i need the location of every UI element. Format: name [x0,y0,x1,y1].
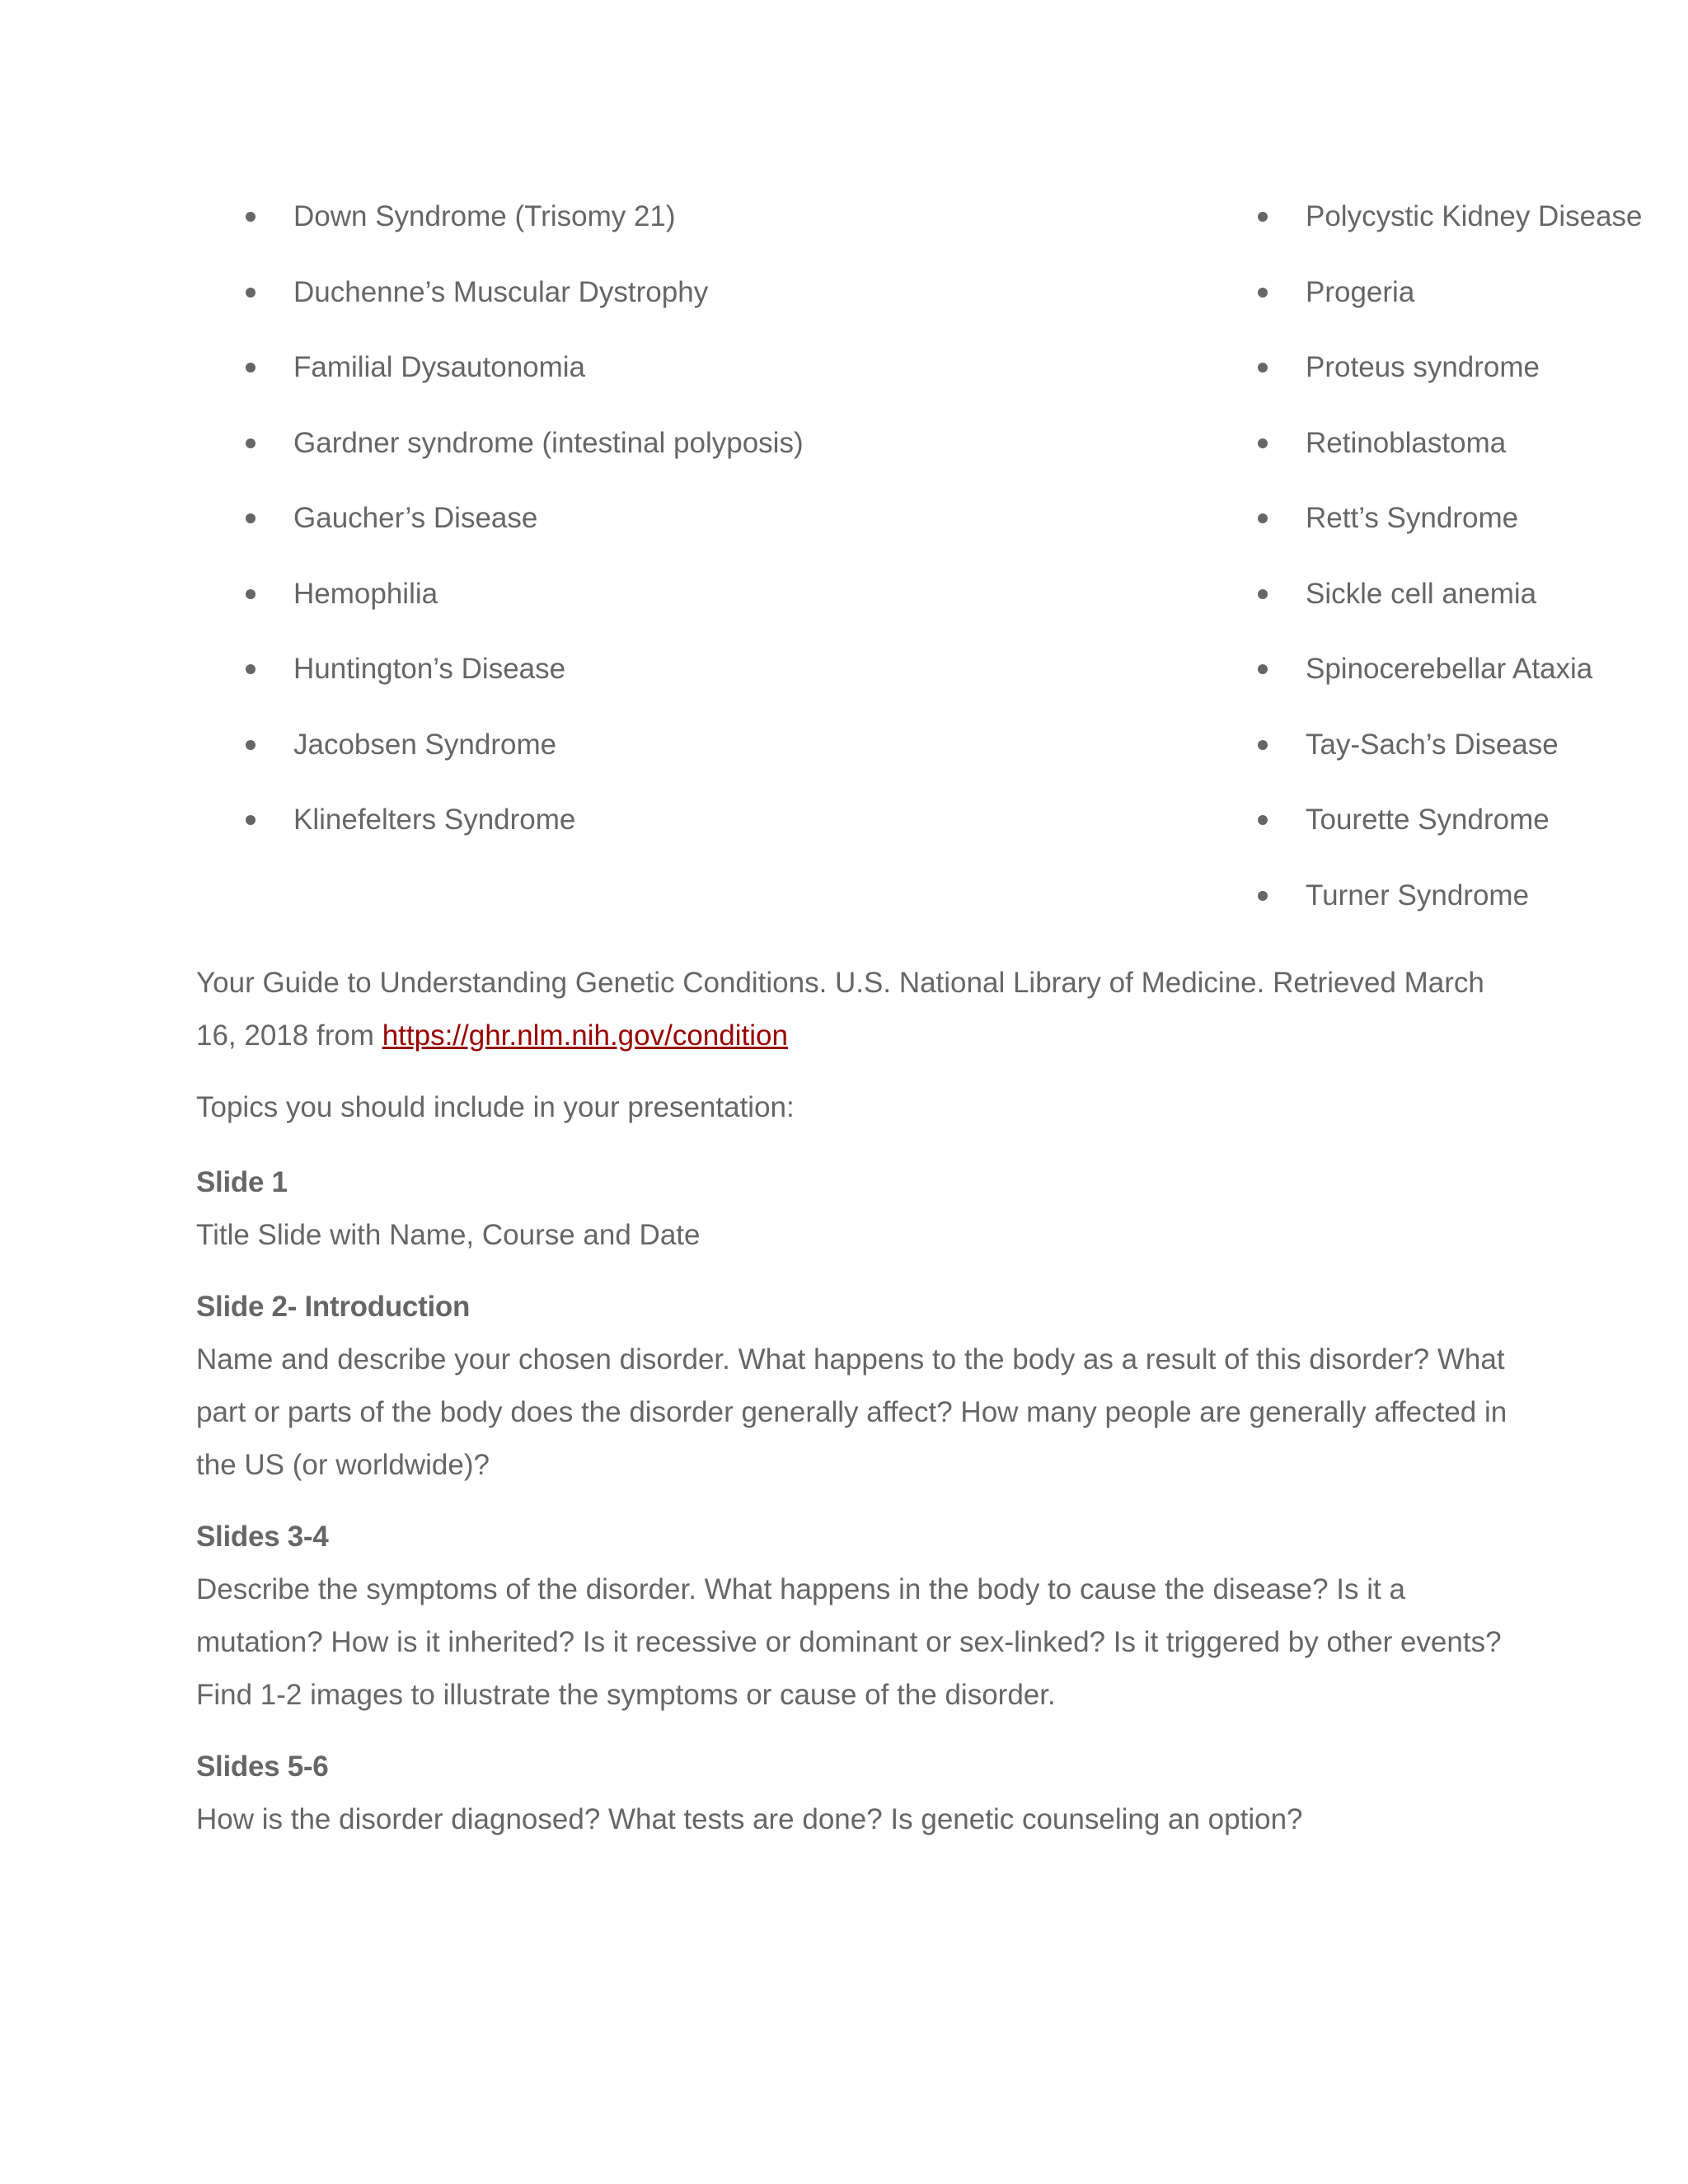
bullet-icon [1258,288,1268,298]
bullet-icon [1258,891,1268,901]
list-item [1208,490,1678,565]
list-item [196,415,1144,490]
bullet-icon [246,740,256,750]
bullet-icon [1258,212,1268,222]
list-item [1208,791,1678,867]
disorder-name: Duchenne’s Muscular Dystrophy [293,275,709,308]
disorder-name: Tay-Sach’s Disease [1306,728,1559,761]
disorder-name: Spinocerebellar Ataxia [1306,653,1593,685]
disorder-list-left [196,188,1144,867]
list-item [196,716,1144,792]
disorder-name: Progeria [1306,275,1415,308]
list-item [1208,640,1678,716]
slide-heading: Slides 5-6 [196,1750,329,1783]
bullet-icon [246,212,256,222]
list-item [196,640,1144,716]
list-item [196,490,1144,565]
slide-description: Describe the symptoms of the disorder. What happens in the body to cause the disease? Is it a mutation? How is it inherited? Is it recessive or dominant or sex-linked? Is it triggered by other events? Find 1-2 images to illustrate the symptoms or cause of the disorder. [196,1573,1502,1711]
disorder-name: Huntington’s Disease [293,653,566,685]
slide-description: How is the disorder diagnosed? What tests are done? Is genetic counseling an option? [196,1803,1303,1835]
disorder-name: Rett’s Syndrome [1306,502,1519,534]
list-item [1208,565,1678,641]
citation-text: Your Guide to Understanding Genetic Conditions. U.S. National Library of Medicine. Retrieved March 16, 2018 from [196,967,1484,1052]
disorder-name: Retinoblastoma [1306,426,1507,459]
list-item [196,188,1144,264]
list-item [1208,415,1678,490]
bullet-icon [1258,513,1268,523]
disorder-name: Familial Dysautonomia [293,351,586,383]
slide-heading: Slides 3-4 [196,1521,329,1553]
disorder-name: Polycystic Kidney Disease [1306,200,1643,232]
bullet-icon [246,438,256,448]
bullet-icon [246,664,256,674]
disorder-name: Down Syndrome (Trisomy 21) [293,200,676,232]
list-item [1208,867,1678,943]
bullet-icon [1258,815,1268,825]
list-item [1208,264,1678,340]
disorder-name: Turner Syndrome [1306,879,1530,912]
bullet-icon [246,288,256,298]
citation-link[interactable]: https://ghr.nlm.nih.gov/condition [382,1019,788,1052]
slide-description: Name and describe your chosen disorder. What happens to the body as a result of this disorder? What part or parts of the body does the disorder generally affect? How many people are generally affected in the US (or worldwide)? [196,1343,1507,1481]
bullet-icon [246,815,256,825]
list-item [196,339,1144,415]
disorder-name: Tourette Syndrome [1306,804,1550,836]
slides-5-6-section [196,1741,1531,1846]
list-item [1208,339,1678,415]
slides-3-4-section [196,1511,1531,1722]
disorder-list-right [1208,188,1678,942]
slide-heading: Slide 2- Introduction [196,1291,471,1323]
disorder-name: Sickle cell anemia [1306,577,1537,610]
citation [196,957,1531,1062]
list-item [196,791,1144,867]
bullet-icon [246,589,256,599]
slide-description: Title Slide with Name, Course and Date [196,1219,701,1251]
bullet-icon [1258,589,1268,599]
disorder-name: Hemophilia [293,577,438,610]
disorder-name: Jacobsen Syndrome [293,728,557,761]
slide-2-section [196,1281,1531,1492]
disorder-name: Proteus syndrome [1306,351,1540,383]
list-item [1208,188,1678,264]
bullet-icon [1258,664,1268,674]
list-item [196,565,1144,641]
disorder-name: Gardner syndrome (intestinal polyposis) [293,426,804,459]
disorder-name: Klinefelters Syndrome [293,804,576,836]
bullet-icon [1258,363,1268,373]
disorder-name: Gaucher’s Disease [293,502,538,534]
topics-intro: Topics you should include in your presentation: [196,1091,795,1123]
slide-1-section [196,1156,1531,1262]
list-item [1208,716,1678,792]
bullet-icon [246,363,256,373]
bullet-icon [246,513,256,523]
bullet-icon [1258,740,1268,750]
slide-heading: Slide 1 [196,1166,288,1198]
bullet-icon [1258,438,1268,448]
list-item [196,264,1144,340]
